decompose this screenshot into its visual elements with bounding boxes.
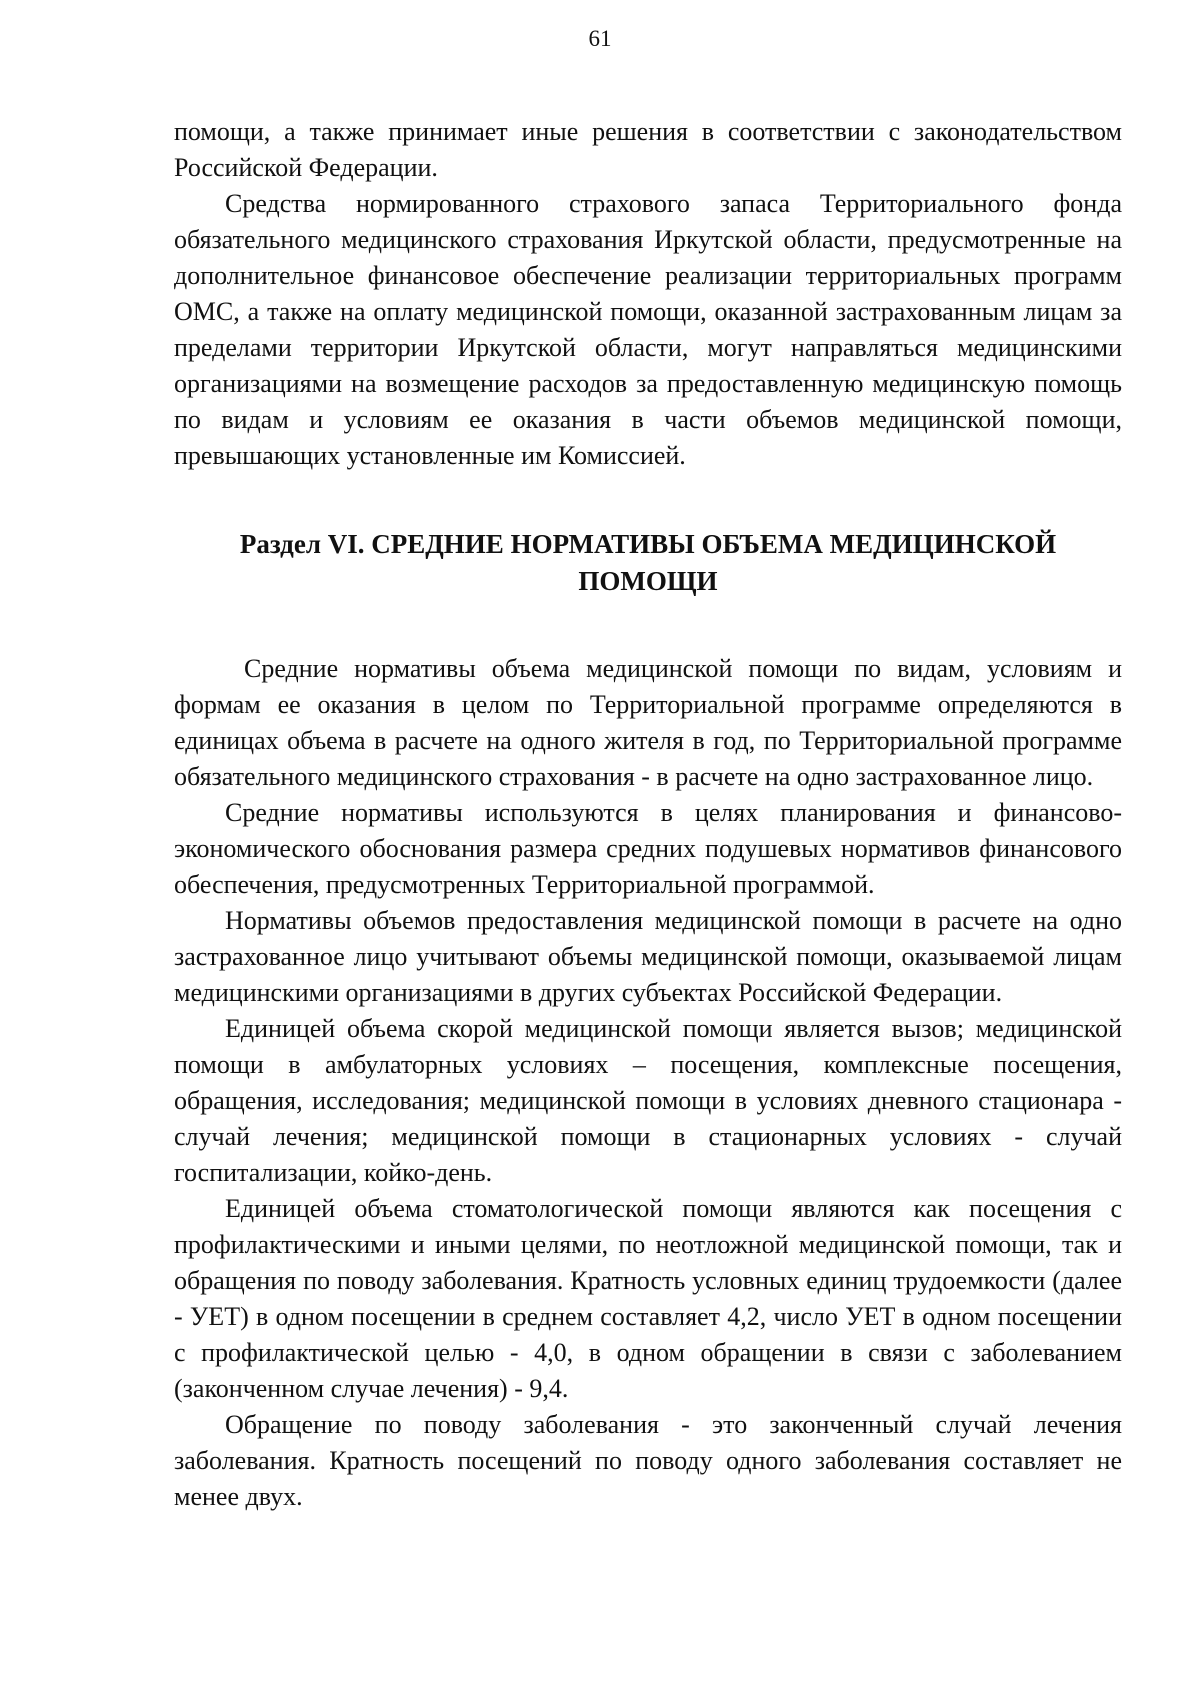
paragraph-reserve-funds: Средства нормированного страхового запаса Территориального фонда обязательного медицинского страхования Иркутской области, предусмотренные на дополнительное финансовое обеспечение реализации территориальных программ ОМС, а также на оплату медицинской помощи, оказанной застрахованным лицам за пределами территории Иркутской области, могут направляться медицинскими организациями на возмещение расходов за предоставленную медицинскую помощь по видам и условиям ее оказания в части объемов медицинской помощи, превышающих установленные им Комиссией. <box>174 189 1122 470</box>
section-title <box>174 526 1122 600</box>
section-title-line-1: Раздел VI. СРЕДНИЕ НОРМАТИВЫ ОБЪЕМА МЕДИЦИНСКОЙ <box>239 529 1057 559</box>
document-body <box>174 114 1122 1515</box>
paragraph-average-norms: Средние нормативы объема медицинской помощи по видам, условиям и формам ее оказания в целом по Территориальной программе определяются в единицах объема в расчете на одного жителя в год, по Территориальной программе обязательного медицинского страхования - в расчете на одно застрахованное лицо. <box>174 654 1122 791</box>
paragraph-continuation: помощи, а также принимает иные решения в соответствии с законодательством Российской Федерации. <box>174 117 1122 182</box>
paragraph-dental-units: Единицей объема стоматологической помощи являются как посещения с профилактическими и иными целями, по неотложной медицинской помощи, так и обращения по поводу заболевания. Кратность условных единиц трудоемкости (далее - УЕТ) в одном посещении в среднем составляет 4,2, число УЕТ в одном посещении с профилактической целью - 4,0, в одном обращении в связи с заболеванием (законченном случае лечения) - 9,4. <box>174 1194 1122 1403</box>
paragraph-disease-appeal: Обращение по поводу заболевания - это законченный случай лечения заболевания. Кратность посещений по поводу одного заболевания составляет не менее двух. <box>174 1410 1122 1511</box>
paragraph-volume-norms: Нормативы объемов предоставления медицинской помощи в расчете на одно застрахованное лицо учитывают объемы медицинской помощи, оказываемой лицам медицинскими организациями в других субъектах Российской Федерации. <box>174 906 1122 1007</box>
paragraph-volume-units: Единицей объема скорой медицинской помощи является вызов; медицинской помощи в амбулаторных условиях – посещения, комплексные посещения, обращения, исследования; медицинской помощи в условиях дневного стационара - случай лечения; медицинской помощи в стационарных условиях - случай госпитализации, койко-день. <box>174 1014 1122 1187</box>
section-title-line-2: ПОМОЩИ <box>578 566 718 596</box>
page-number: 61 <box>588 26 612 51</box>
paragraph-norms-usage: Средние нормативы используются в целях планирования и финансово-экономического обоснования размера средних подушевых нормативов финансового обеспечения, предусмотренных Территориальной программой. <box>174 798 1122 899</box>
